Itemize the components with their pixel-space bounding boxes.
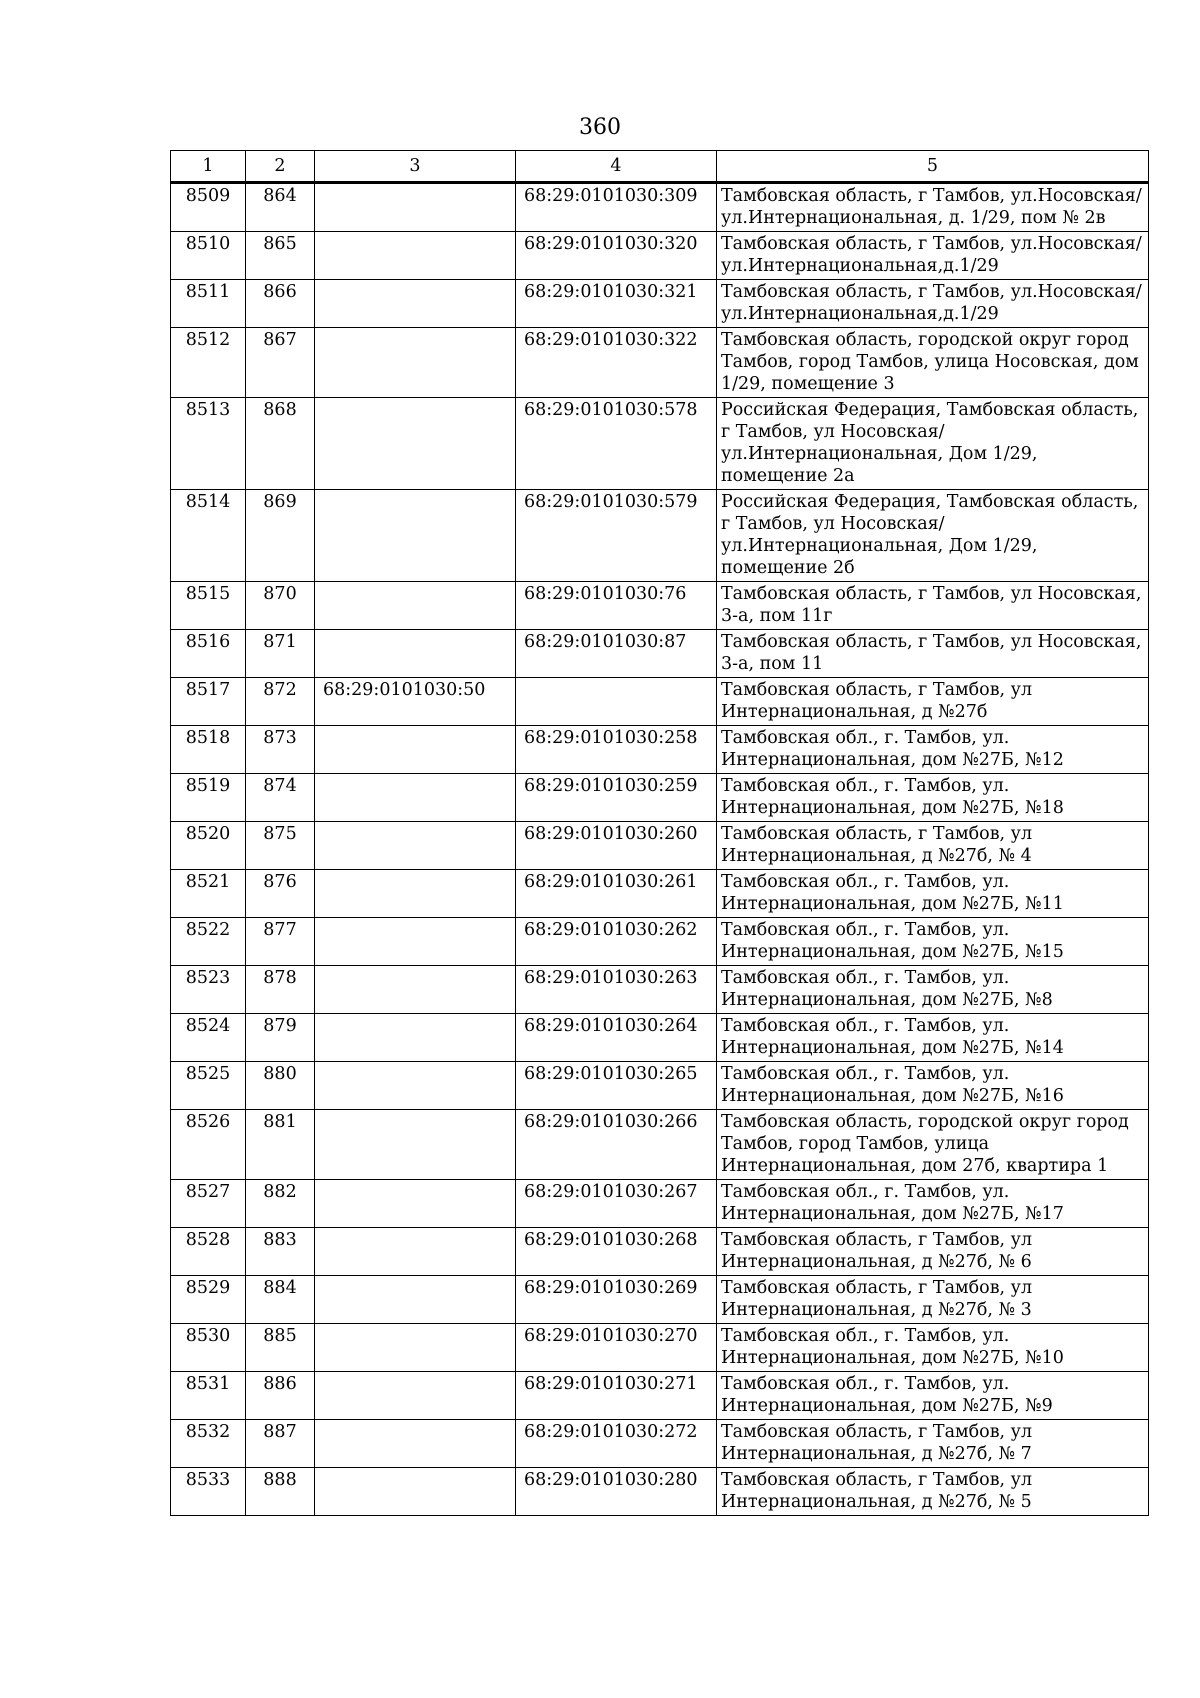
item-number-cell: 874 <box>246 774 315 822</box>
address-cell: Российская Федерация, Тамбовская область, г Тамбов, ул Носовская/ул.Интернациональная, Дом 1/29, помещение 2а <box>717 398 1149 490</box>
row-number-cell: 8532 <box>171 1420 246 1468</box>
cadastral-number-cell: 68:29:0101030:263 <box>516 966 717 1014</box>
cadastral-number-cell: 68:29:0101030:265 <box>516 1062 717 1110</box>
land-cadastral-number-cell <box>315 490 516 582</box>
row-number-cell: 8523 <box>171 966 246 1014</box>
row-number-cell: 8520 <box>171 822 246 870</box>
row-number-cell: 8524 <box>171 1014 246 1062</box>
item-number-cell: 888 <box>246 1468 315 1516</box>
table-row <box>171 918 1149 966</box>
address-cell: Тамбовская обл., г. Тамбов, ул. Интернациональная, дом №27Б, №16 <box>717 1062 1149 1110</box>
address-cell: Тамбовская обл., г. Тамбов, ул. Интернациональная, дом №27Б, №12 <box>717 726 1149 774</box>
cadastral-number-cell: 68:29:0101030:271 <box>516 1372 717 1420</box>
row-number-cell: 8514 <box>171 490 246 582</box>
row-number-cell: 8525 <box>171 1062 246 1110</box>
item-number-cell: 872 <box>246 678 315 726</box>
cadastral-number-cell: 68:29:0101030:259 <box>516 774 717 822</box>
table-row <box>171 726 1149 774</box>
land-cadastral-number-cell <box>315 232 516 280</box>
row-number-cell: 8517 <box>171 678 246 726</box>
land-cadastral-number-cell <box>315 1468 516 1516</box>
address-cell: Тамбовская область, г Тамбов, ул.Носовская/ул.Интернациональная,д.1/29 <box>717 280 1149 328</box>
land-cadastral-number-cell <box>315 822 516 870</box>
table-row <box>171 328 1149 398</box>
row-number-cell: 8518 <box>171 726 246 774</box>
cadastral-number-cell: 68:29:0101030:269 <box>516 1276 717 1324</box>
row-number-cell: 8516 <box>171 630 246 678</box>
cadastral-number-cell: 68:29:0101030:266 <box>516 1110 717 1180</box>
item-number-cell: 873 <box>246 726 315 774</box>
table-row <box>171 398 1149 490</box>
row-number-cell: 8521 <box>171 870 246 918</box>
cadastral-number-cell: 68:29:0101030:320 <box>516 232 717 280</box>
table-row <box>171 774 1149 822</box>
cadastral-number-cell: 68:29:0101030:261 <box>516 870 717 918</box>
address-cell: Тамбовская область, городской округ город Тамбов, город Тамбов, улица Интернациональная, дом 27б, квартира 1 <box>717 1110 1149 1180</box>
address-cell: Тамбовская область, г Тамбов, ул.Носовская/ул.Интернациональная,д.1/29 <box>717 232 1149 280</box>
item-number-cell: 878 <box>246 966 315 1014</box>
column-header: 4 <box>516 151 717 183</box>
cadastral-number-cell: 68:29:0101030:268 <box>516 1228 717 1276</box>
row-number-cell: 8530 <box>171 1324 246 1372</box>
land-cadastral-number-cell <box>315 630 516 678</box>
address-cell: Тамбовская обл., г. Тамбов, ул. Интернациональная, дом №27Б, №14 <box>717 1014 1149 1062</box>
item-number-cell: 865 <box>246 232 315 280</box>
table-row <box>171 280 1149 328</box>
land-cadastral-number-cell <box>315 328 516 398</box>
row-number-cell: 8513 <box>171 398 246 490</box>
item-number-cell: 883 <box>246 1228 315 1276</box>
address-cell: Тамбовская обл., г. Тамбов, ул. Интернациональная, дом №27Б, №17 <box>717 1180 1149 1228</box>
land-cadastral-number-cell <box>315 774 516 822</box>
land-cadastral-number-cell <box>315 582 516 630</box>
row-number-cell: 8515 <box>171 582 246 630</box>
header-row <box>171 151 1149 183</box>
address-cell: Тамбовская обл., г. Тамбов, ул. Интернациональная, дом №27Б, №15 <box>717 918 1149 966</box>
table-row <box>171 1468 1149 1516</box>
address-cell: Тамбовская область, городской округ город Тамбов, город Тамбов, улица Носовская, дом 1/29, помещение 3 <box>717 328 1149 398</box>
address-cell: Тамбовская область, г Тамбов, ул Интернациональная, д №27б, № 4 <box>717 822 1149 870</box>
cadastral-number-cell: 68:29:0101030:321 <box>516 280 717 328</box>
land-cadastral-number-cell: 68:29:0101030:50 <box>315 678 516 726</box>
cadastral-number-cell: 68:29:0101030:280 <box>516 1468 717 1516</box>
item-number-cell: 881 <box>246 1110 315 1180</box>
table-row <box>171 232 1149 280</box>
table-row <box>171 1228 1149 1276</box>
table-row <box>171 966 1149 1014</box>
column-header: 2 <box>246 151 315 183</box>
item-number-cell: 875 <box>246 822 315 870</box>
table-row <box>171 870 1149 918</box>
cadastral-number-cell: 68:29:0101030:578 <box>516 398 717 490</box>
row-number-cell: 8531 <box>171 1372 246 1420</box>
item-number-cell: 867 <box>246 328 315 398</box>
page-number: 360 <box>579 115 621 140</box>
address-cell: Тамбовская область, г Тамбов, ул Интернациональная, д №27б <box>717 678 1149 726</box>
cadastral-number-cell: 68:29:0101030:309 <box>516 183 717 232</box>
item-number-cell: 885 <box>246 1324 315 1372</box>
cadastral-number-cell: 68:29:0101030:87 <box>516 630 717 678</box>
item-number-cell: 886 <box>246 1372 315 1420</box>
cadastral-number-cell: 68:29:0101030:270 <box>516 1324 717 1372</box>
land-cadastral-number-cell <box>315 1276 516 1324</box>
item-number-cell: 876 <box>246 870 315 918</box>
cadastral-number-cell: 68:29:0101030:579 <box>516 490 717 582</box>
table-row <box>171 822 1149 870</box>
column-header: 1 <box>171 151 246 183</box>
address-cell: Тамбовская область, г Тамбов, ул Интернациональная, д №27б, № 7 <box>717 1420 1149 1468</box>
land-cadastral-number-cell <box>315 1420 516 1468</box>
row-number-cell: 8528 <box>171 1228 246 1276</box>
item-number-cell: 869 <box>246 490 315 582</box>
row-number-cell: 8526 <box>171 1110 246 1180</box>
item-number-cell: 887 <box>246 1420 315 1468</box>
land-cadastral-number-cell <box>315 918 516 966</box>
table-row <box>171 582 1149 630</box>
address-cell: Тамбовская область, г Тамбов, ул Интернациональная, д №27б, № 5 <box>717 1468 1149 1516</box>
table-row <box>171 1372 1149 1420</box>
item-number-cell: 871 <box>246 630 315 678</box>
address-cell: Тамбовская область, г Тамбов, ул Носовская, 3-а, пом 11г <box>717 582 1149 630</box>
address-cell: Тамбовская область, г Тамбов, ул Интернациональная, д №27б, № 6 <box>717 1228 1149 1276</box>
row-number-cell: 8519 <box>171 774 246 822</box>
land-cadastral-number-cell <box>315 1372 516 1420</box>
land-cadastral-number-cell <box>315 870 516 918</box>
address-cell: Тамбовская область, г Тамбов, ул Интернациональная, д №27б, № 3 <box>717 1276 1149 1324</box>
cadastral-number-cell: 68:29:0101030:258 <box>516 726 717 774</box>
cadastral-number-cell: 68:29:0101030:76 <box>516 582 717 630</box>
item-number-cell: 864 <box>246 183 315 232</box>
land-cadastral-number-cell <box>315 726 516 774</box>
land-cadastral-number-cell <box>315 1062 516 1110</box>
land-cadastral-number-cell <box>315 1110 516 1180</box>
table-row <box>171 490 1149 582</box>
table-body <box>171 183 1149 1516</box>
address-cell: Тамбовская область, г Тамбов, ул Носовская, 3-а, пом 11 <box>717 630 1149 678</box>
address-cell: Тамбовская обл., г. Тамбов, ул. Интернациональная, дом №27Б, №9 <box>717 1372 1149 1420</box>
address-cell: Российская Федерация, Тамбовская область, г Тамбов, ул Носовская/ул.Интернациональная, Дом 1/29, помещение 2б <box>717 490 1149 582</box>
cadastral-number-cell: 68:29:0101030:264 <box>516 1014 717 1062</box>
item-number-cell: 880 <box>246 1062 315 1110</box>
cadastral-number-cell: 68:29:0101030:267 <box>516 1180 717 1228</box>
address-cell: Тамбовская обл., г. Тамбов, ул. Интернациональная, дом №27Б, №11 <box>717 870 1149 918</box>
item-number-cell: 866 <box>246 280 315 328</box>
cadastral-number-cell: 68:29:0101030:272 <box>516 1420 717 1468</box>
table-row <box>171 1324 1149 1372</box>
table-row <box>171 1014 1149 1062</box>
row-number-cell: 8512 <box>171 328 246 398</box>
cadastral-number-cell: 68:29:0101030:262 <box>516 918 717 966</box>
table-row <box>171 678 1149 726</box>
row-number-cell: 8511 <box>171 280 246 328</box>
table-row <box>171 1110 1149 1180</box>
row-number-cell: 8509 <box>171 183 246 232</box>
row-number-cell: 8522 <box>171 918 246 966</box>
table-row <box>171 630 1149 678</box>
land-cadastral-number-cell <box>315 1324 516 1372</box>
column-header: 5 <box>717 151 1149 183</box>
table-row <box>171 183 1149 232</box>
row-number-cell: 8529 <box>171 1276 246 1324</box>
item-number-cell: 868 <box>246 398 315 490</box>
item-number-cell: 884 <box>246 1276 315 1324</box>
land-cadastral-number-cell <box>315 1180 516 1228</box>
property-registry-table <box>170 150 1149 1516</box>
address-cell: Тамбовская область, г Тамбов, ул.Носовская/ул.Интернациональная, д. 1/29, пом № 2в <box>717 183 1149 232</box>
table-row <box>171 1420 1149 1468</box>
land-cadastral-number-cell <box>315 280 516 328</box>
row-number-cell: 8527 <box>171 1180 246 1228</box>
item-number-cell: 877 <box>246 918 315 966</box>
item-number-cell: 879 <box>246 1014 315 1062</box>
cadastral-number-cell: 68:29:0101030:260 <box>516 822 717 870</box>
item-number-cell: 870 <box>246 582 315 630</box>
land-cadastral-number-cell <box>315 398 516 490</box>
land-cadastral-number-cell <box>315 1228 516 1276</box>
address-cell: Тамбовская обл., г. Тамбов, ул. Интернациональная, дом №27Б, №10 <box>717 1324 1149 1372</box>
land-cadastral-number-cell <box>315 966 516 1014</box>
address-cell: Тамбовская обл., г. Тамбов, ул. Интернациональная, дом №27Б, №8 <box>717 966 1149 1014</box>
table-row <box>171 1180 1149 1228</box>
land-cadastral-number-cell <box>315 183 516 232</box>
table-row <box>171 1276 1149 1324</box>
row-number-cell: 8510 <box>171 232 246 280</box>
cadastral-number-cell <box>516 678 717 726</box>
row-number-cell: 8533 <box>171 1468 246 1516</box>
table-row <box>171 1062 1149 1110</box>
address-cell: Тамбовская обл., г. Тамбов, ул. Интернациональная, дом №27Б, №18 <box>717 774 1149 822</box>
land-cadastral-number-cell <box>315 1014 516 1062</box>
cadastral-number-cell: 68:29:0101030:322 <box>516 328 717 398</box>
column-header: 3 <box>315 151 516 183</box>
item-number-cell: 882 <box>246 1180 315 1228</box>
